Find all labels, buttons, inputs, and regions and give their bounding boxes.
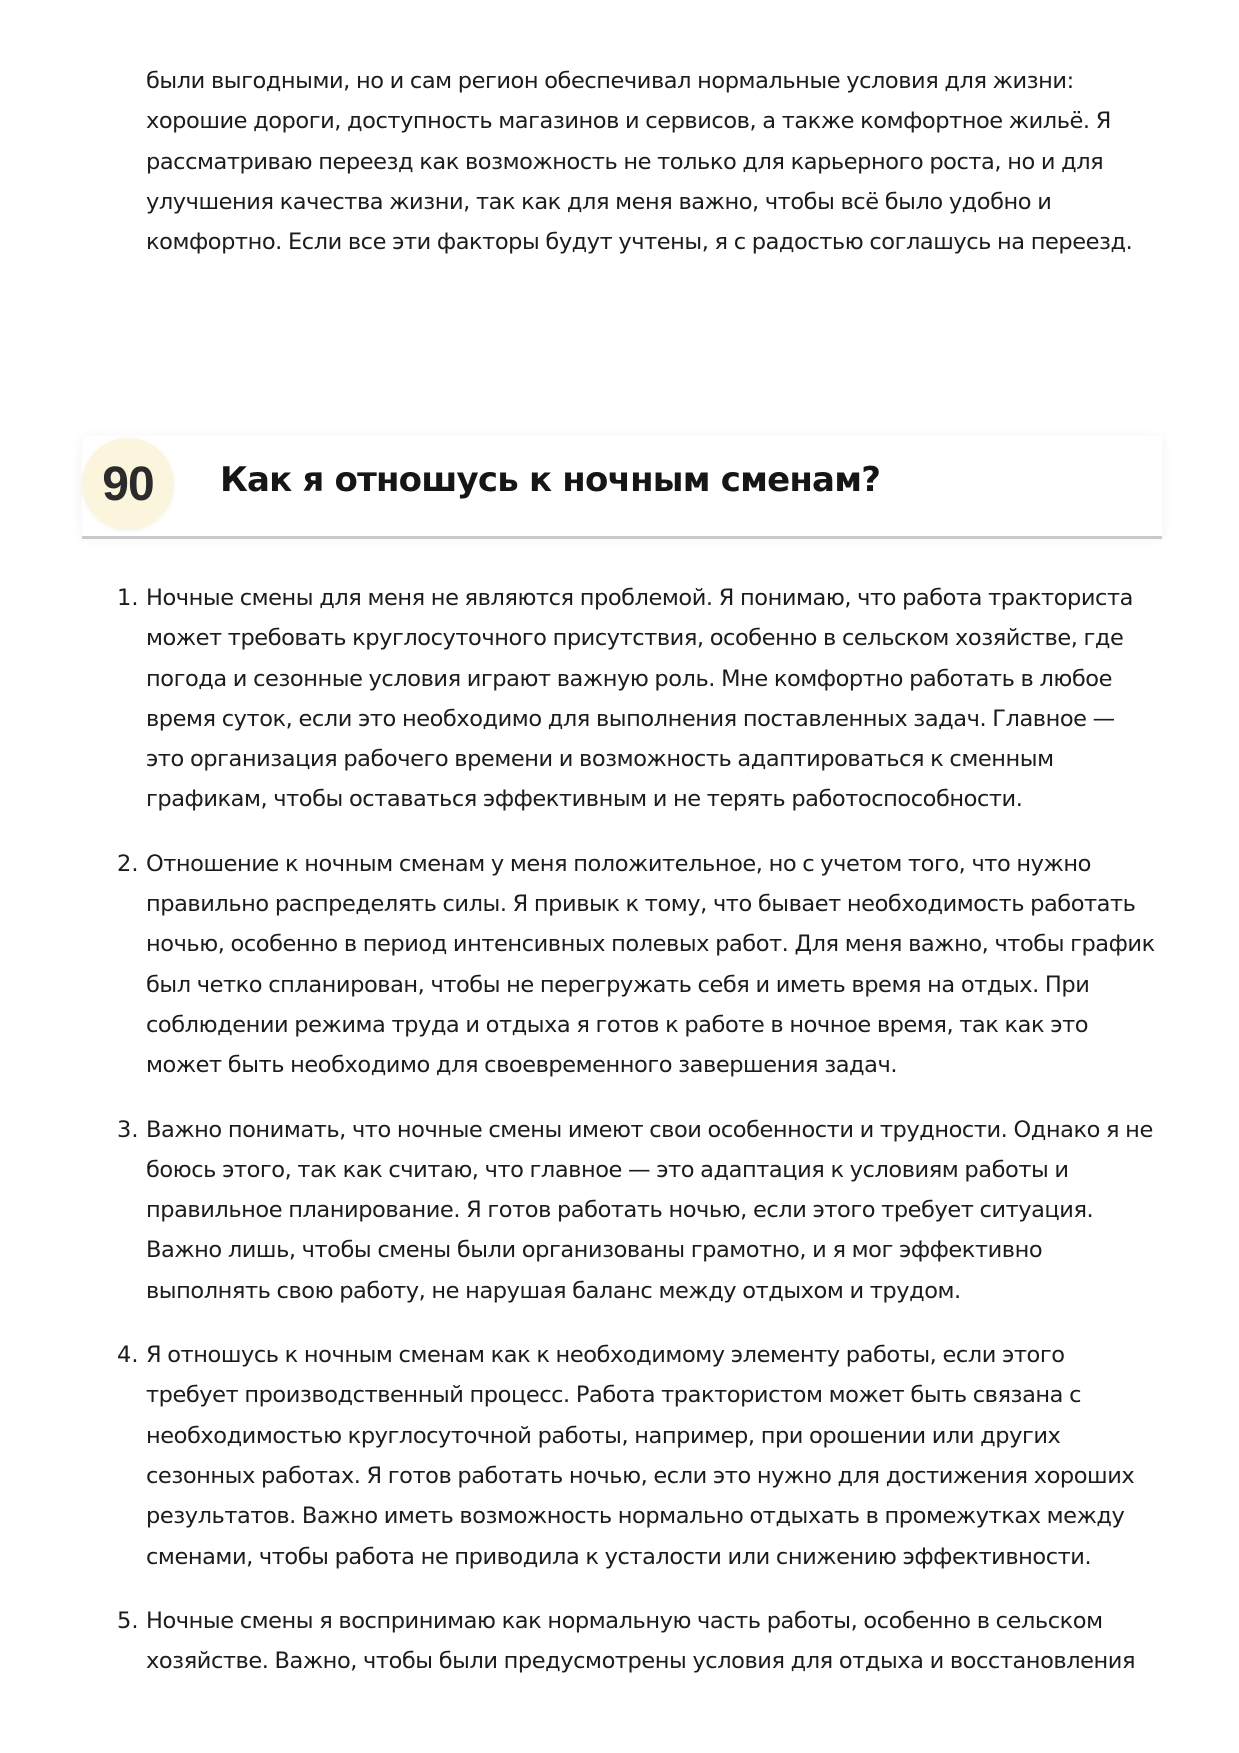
answer-item-5: [117, 1601, 1156, 1682]
heading-divider: [82, 536, 1162, 539]
answer-number: 3.: [117, 1116, 139, 1143]
answer-number: 4.: [117, 1342, 139, 1369]
question-number-badge: 90: [82, 438, 174, 530]
answer-text: Ночные смены я воспринимаю как нормальную часть работы, особенно в сельском хозяйстве. Важно, чтобы были предусмотрены условия для отдыха и восстановления: [146, 1607, 1136, 1675]
answer-text: Отношение к ночным сменам у меня положительное, но с учетом того, что нужно правильно распределять силы. Я привык к тому, что бывает необходимость работать ночью, особенно в период интенсивных полевых работ. Для меня важно, чтобы график был четко спланирован, чтобы не перегружать себя и иметь время на отдых. При соблюдении режима труда и отдыха я готов к работе в ночное время, так как это может быть необходимо для своевременного завершения задач.: [146, 850, 1155, 1079]
answer-text: Важно понимать, что ночные смены имеют свои особенности и трудности. Однако я не боюсь этого, так как считаю, что главное — это адаптация к условиям работы и правильное планирование. Я готов работать ночью, если этого требует ситуация. Важно лишь, чтобы смены были организованы грамотно, и я мог эффективно выполнять свою работу, не нарушая баланс между отдыхом и трудом.: [146, 1116, 1153, 1304]
question-heading: [82, 436, 1162, 538]
answer-item-2: [117, 844, 1156, 1086]
intro-paragraph: были выгодными, но и сам регион обеспечивал нормальные условия для жизни: хорошие дороги, доступность магазинов и сервисов, а также комфортное жильё. Я рассматриваю переезд как возможность не только для карьерного роста, но и для улучшения качества жизни, так как для меня важно, чтобы всё было удобно и комфортно. Если все эти факторы будут учтены, я с радостью соглашусь на переезд.: [146, 68, 1133, 256]
answer-item-4: [117, 1335, 1156, 1577]
answers-list: [117, 578, 1156, 1705]
answer-text: Я отношусь к ночным сменам как к необходимому элементу работы, если этого требует производственный процесс. Работа трактористом может быть связана с необходимостью круглосуточной работы, например, при орошении или других сезонных работах. Я готов работать ночью, если это нужно для достижения хороших результатов. Важно иметь возможность нормально отдыхать в промежутках между сменами, чтобы работа не приводила к усталости или снижению эффективности.: [146, 1342, 1135, 1570]
answer-number: 2.: [117, 850, 139, 877]
question-title: Как я отношусь к ночным сменам?: [220, 460, 881, 500]
answer-number: 1.: [117, 585, 139, 611]
answer-item-3: [117, 1110, 1156, 1311]
answer-item-1: [117, 578, 1156, 820]
answer-text: Ночные смены для меня не являются проблемой. Я понимаю, что работа тракториста может требовать круглосуточного присутствия, особенно в сельском хозяйстве, где погода и сезонные условия играют важную роль. Мне комфортно работать в любое время суток, если это необходимо для выполнения поставленных задач. Главное — это организация рабочего времени и возможность адаптироваться к сменным графикам, чтобы оставаться эффективным и не терять работоспособности.: [146, 585, 1133, 813]
answer-number: 5.: [117, 1607, 139, 1634]
